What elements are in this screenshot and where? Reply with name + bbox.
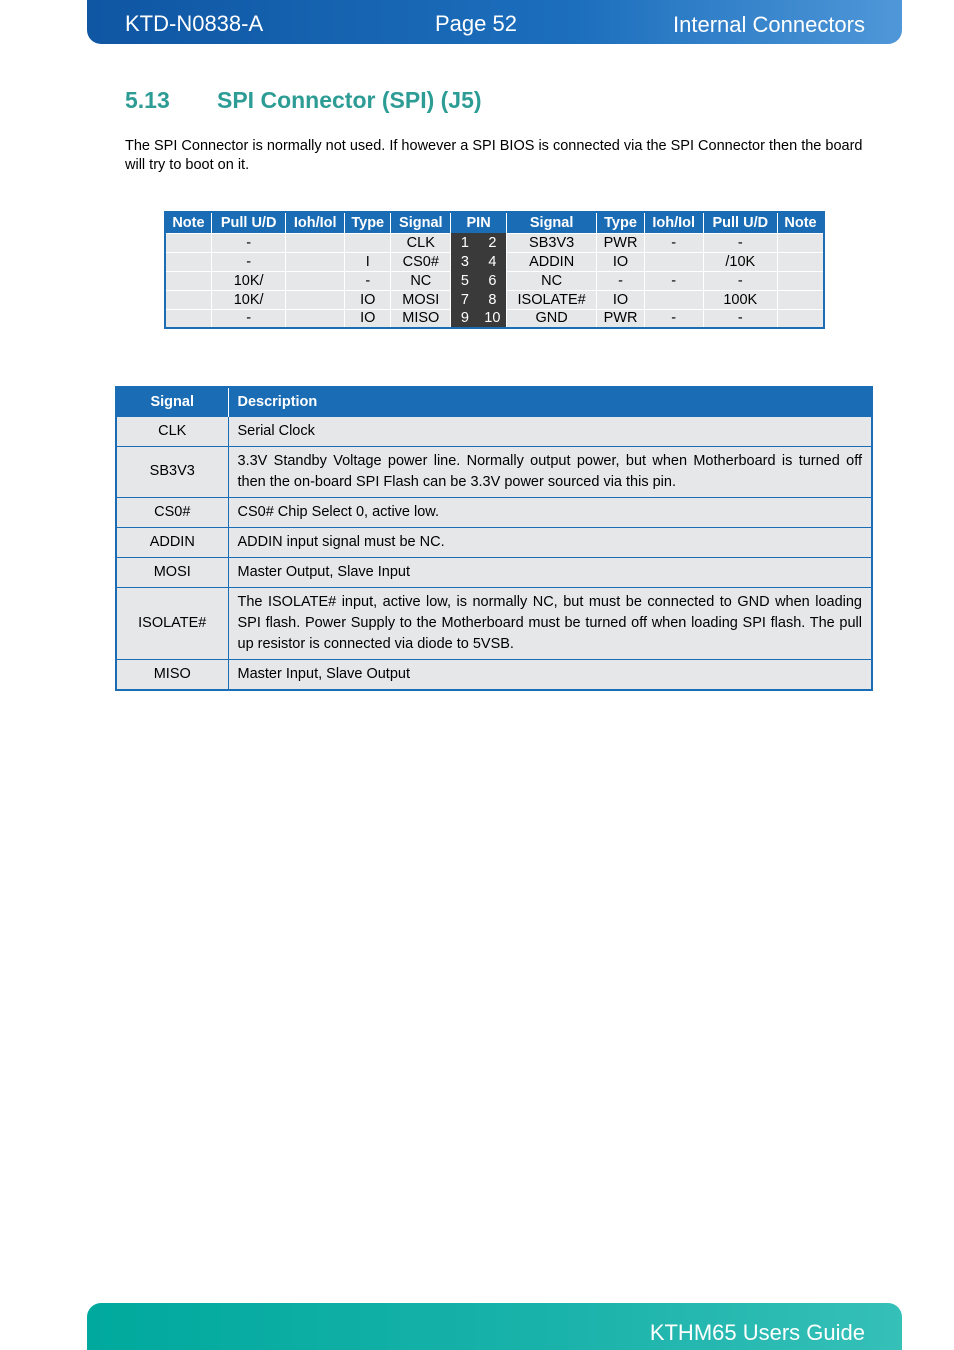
cell-description: Master Output, Slave Input: [228, 557, 872, 587]
table-row: [116, 416, 872, 446]
cell-ioh: [644, 252, 703, 271]
cell-pull: -: [211, 233, 286, 252]
cell-pull: -: [703, 233, 778, 252]
cell-signal: NC: [391, 271, 451, 290]
page-footer: [87, 1303, 902, 1350]
table-row: [165, 309, 824, 328]
cell-pull: /10K: [703, 252, 778, 271]
cell-ioh: [644, 290, 703, 309]
section-name: Internal Connectors: [673, 12, 865, 37]
section-title: SPI Connector (SPI) (J5): [217, 87, 482, 113]
cell-ioh: [286, 271, 345, 290]
cell-signal: CLK: [116, 416, 228, 446]
cell-note: [165, 233, 211, 252]
cell-pull: 100K: [703, 290, 778, 309]
table-row: [165, 233, 824, 252]
col-type-right: Type: [597, 212, 645, 233]
cell-pin-odd: 5: [451, 271, 479, 290]
cell-note: [165, 271, 211, 290]
cell-description: ADDIN input signal must be NC.: [228, 527, 872, 557]
cell-signal: ADDIN: [116, 527, 228, 557]
cell-type: IO: [345, 309, 391, 328]
cell-pin-even: 6: [479, 271, 507, 290]
cell-note: [778, 290, 824, 309]
cell-signal: CS0#: [116, 497, 228, 527]
cell-ioh: [286, 233, 345, 252]
cell-signal: MOSI: [116, 557, 228, 587]
cell-signal: NC: [507, 271, 597, 290]
cell-signal: MOSI: [391, 290, 451, 309]
cell-signal: ADDIN: [507, 252, 597, 271]
cell-ioh: -: [644, 271, 703, 290]
cell-signal: GND: [507, 309, 597, 328]
cell-description: 3.3V Standby Voltage power line. Normally output power, but when Motherboard is turned off then the on-board SPI Flash can be 3.3V power sourced via this pin.: [228, 446, 872, 497]
cell-pull: 10K/: [211, 271, 286, 290]
cell-signal: ISOLATE#: [116, 587, 228, 659]
cell-signal: MISO: [391, 309, 451, 328]
cell-ioh: -: [644, 309, 703, 328]
document-id: KTD-N0838-A: [125, 11, 264, 36]
table-row: [165, 252, 824, 271]
cell-type: -: [345, 271, 391, 290]
cell-note: [165, 290, 211, 309]
cell-pin-odd: 3: [451, 252, 479, 271]
cell-note: [165, 309, 211, 328]
col-note-left: Note: [165, 212, 211, 233]
cell-ioh: [286, 309, 345, 328]
cell-signal: MISO: [116, 659, 228, 690]
cell-pin-even: 4: [479, 252, 507, 271]
cell-note: [778, 271, 824, 290]
cell-pull: 10K/: [211, 290, 286, 309]
cell-ioh: [286, 290, 345, 309]
table-row: [116, 557, 872, 587]
cell-type: -: [597, 271, 645, 290]
cell-ioh: -: [644, 233, 703, 252]
col-signal-right: Signal: [507, 212, 597, 233]
section-heading: [125, 87, 482, 114]
col-pull-right: Pull U/D: [703, 212, 778, 233]
table-row: [165, 271, 824, 290]
col-type-left: Type: [345, 212, 391, 233]
cell-pin-even: 10: [479, 309, 507, 328]
cell-type: IO: [597, 290, 645, 309]
cell-pin-even: 8: [479, 290, 507, 309]
cell-ioh: [286, 252, 345, 271]
col-ioh-right: Ioh/Iol: [644, 212, 703, 233]
cell-signal: ISOLATE#: [507, 290, 597, 309]
col-signal-left: Signal: [391, 212, 451, 233]
cell-pull: -: [703, 309, 778, 328]
table-row: [165, 290, 824, 309]
cell-pin-even: 2: [479, 233, 507, 252]
col-ioh-left: Ioh/Iol: [286, 212, 345, 233]
cell-description: CS0# Chip Select 0, active low.: [228, 497, 872, 527]
cell-pin-odd: 9: [451, 309, 479, 328]
cell-note: [778, 309, 824, 328]
table-row: [116, 497, 872, 527]
cell-type: PWR: [597, 233, 645, 252]
table-row: [116, 446, 872, 497]
pinout-header-row: [165, 212, 824, 233]
cell-pin-odd: 1: [451, 233, 479, 252]
cell-type: IO: [597, 252, 645, 271]
cell-pull: -: [211, 309, 286, 328]
cell-type: IO: [345, 290, 391, 309]
col-description: Description: [228, 387, 872, 416]
cell-pin-odd: 7: [451, 290, 479, 309]
cell-pull: -: [703, 271, 778, 290]
cell-description: The ISOLATE# input, active low, is normally NC, but must be connected to GND when loading SPI flash. Power Supply to the Motherboard must be turned off when loading SPI flash. The pull up resistor is connected via diode to 5VSB.: [228, 587, 872, 659]
guide-title: KTHM65 Users Guide: [649, 1320, 865, 1345]
page-header: [87, 0, 902, 44]
table-row: [116, 587, 872, 659]
cell-note: [778, 233, 824, 252]
page-number: Page 52: [435, 11, 517, 36]
cell-type: I: [345, 252, 391, 271]
cell-signal: SB3V3: [116, 446, 228, 497]
table-row: [116, 659, 872, 690]
col-pull-left: Pull U/D: [211, 212, 286, 233]
intro-paragraph: The SPI Connector is normally not used. If however a SPI BIOS is connected via the SPI Connector then the board will try to boot on it.: [125, 138, 863, 173]
cell-note: [778, 252, 824, 271]
cell-pull: -: [211, 252, 286, 271]
cell-description: Master Input, Slave Output: [228, 659, 872, 690]
cell-type: PWR: [597, 309, 645, 328]
table-row: [116, 527, 872, 557]
pinout-table: [164, 211, 825, 329]
cell-signal: CLK: [391, 233, 451, 252]
cell-signal: SB3V3: [507, 233, 597, 252]
col-note-right: Note: [778, 212, 824, 233]
col-signal: Signal: [116, 387, 228, 416]
cell-description: Serial Clock: [228, 416, 872, 446]
section-number: 5.13: [125, 87, 170, 113]
col-pin: PIN: [451, 212, 507, 233]
cell-type: [345, 233, 391, 252]
description-header-row: [116, 387, 872, 416]
cell-signal: CS0#: [391, 252, 451, 271]
cell-note: [165, 252, 211, 271]
signal-description-table: [115, 386, 873, 691]
